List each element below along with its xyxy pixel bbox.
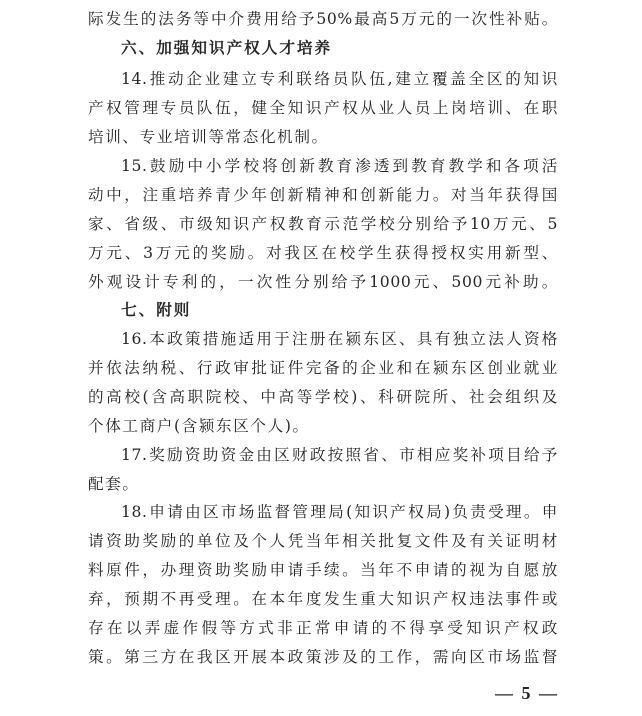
paragraph-18-line: 存在以弄虚作假等方式非正常申请的不得享受知识产权政 <box>88 619 558 637</box>
text-line: 际发生的法务等中介费用给予50%最高5万元的一次性补贴。 <box>88 10 558 28</box>
paragraph-15-line: 万元、3万元的奖励。对我区在校学生获得授权实用新型、 <box>88 244 558 262</box>
paragraph-15-line: 家、省级、市级知识产权教育示范学校分别给予10万元、5 <box>88 215 558 233</box>
section-heading-supplementary: 七、附则 <box>121 301 192 319</box>
paragraph-14-line: 产权管理专员队伍，健全知识产权从业人员上岗培训、在职 <box>88 99 558 117</box>
paragraph-14-line: 培训、专业培训等常态化机制。 <box>88 128 329 146</box>
paragraph-18-line: 料原件，办理资助奖励申请手续。当年不申请的视为自愿放 <box>88 561 558 579</box>
section-heading-talent: 六、加强知识产权人才培养 <box>121 39 333 57</box>
paragraph-15-line: 动中，注重培养青少年创新精神和创新能力。对当年获得国 <box>88 186 558 204</box>
paragraph-14-line: 14.推动企业建立专利联络员队伍,建立覆盖全区的知识 <box>121 70 558 88</box>
paragraph-15-line: 15.鼓励中小学校将创新教育渗透到教育教学和各项活 <box>121 157 558 175</box>
paragraph-18-line: 弃，预期不再受理。在本年度发生重大知识产权违法事件或 <box>88 590 558 608</box>
paragraph-15-line: 外观设计专利的，一次性分别给予1000元、500元补助。 <box>88 273 558 291</box>
paragraph-17-line: 配套。 <box>88 475 140 493</box>
paragraph-16-line: 16.本政策措施适用于注册在颍东区、具有独立法人资格 <box>121 330 558 348</box>
paragraph-16-line: 的高校(含高职院校、中高等学校)、科研院所、社会组织及 <box>88 388 558 406</box>
paragraph-16-line: 个体工商户(含颍东区个人)。 <box>88 417 310 435</box>
page-number: — 5 — <box>495 683 559 703</box>
paragraph-18-line: 请资助奖励的单位及个人凭当年相关批复文件及有关证明材 <box>88 532 558 550</box>
paragraph-18-line: 策。第三方在我区开展本政策涉及的工作，需向区市场监督 <box>88 648 558 666</box>
paragraph-18-line: 18.申请由区市场监督管理局(知识产权局)负责受理。申 <box>121 503 558 521</box>
paragraph-16-line: 并依法纳税、行政审批证件完备的企业和在颍东区创业就业 <box>88 359 558 377</box>
paragraph-17-line: 17.奖励资助资金由区财政按照省、市相应奖补项目给予 <box>121 446 558 464</box>
